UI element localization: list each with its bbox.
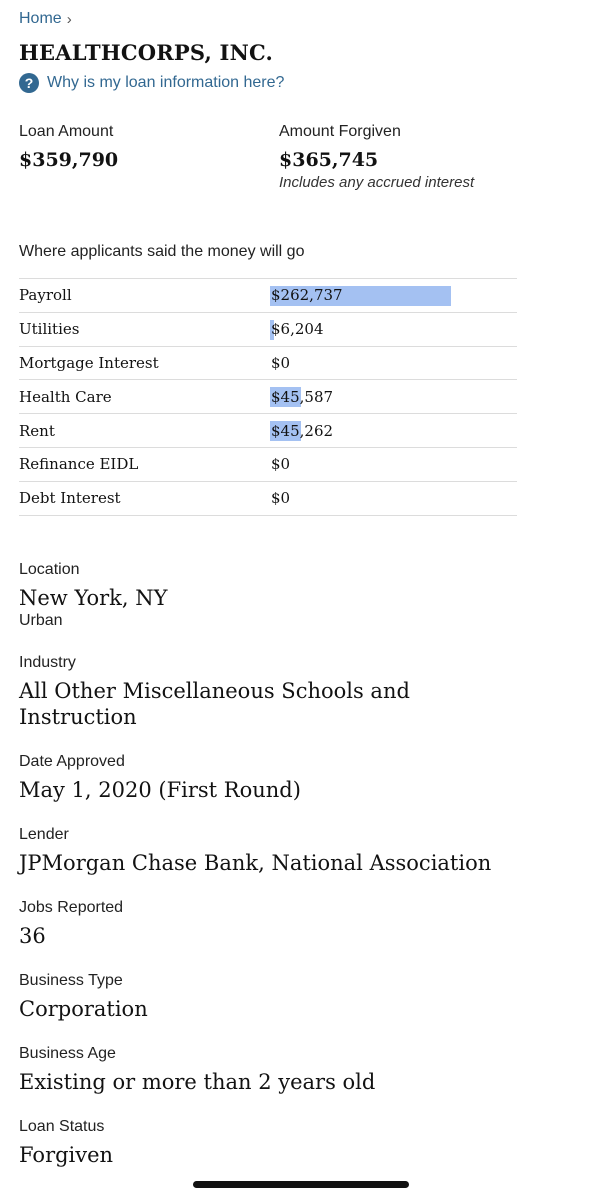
why-info-link[interactable] bbox=[19, 73, 284, 93]
allocation-row bbox=[19, 482, 517, 516]
page-title: HEALTHCORPS, INC. bbox=[19, 40, 274, 65]
allocation-row-label: Debt Interest bbox=[19, 489, 121, 508]
jobs-value: 36 bbox=[19, 924, 46, 948]
allocation-value-cell bbox=[270, 313, 517, 346]
lender-section bbox=[19, 825, 579, 876]
loan-amount-label: Loan Amount bbox=[19, 123, 114, 140]
date-approved-section bbox=[19, 752, 579, 803]
amount-forgiven-value: $365,745 bbox=[279, 149, 379, 171]
home-indicator[interactable] bbox=[193, 1181, 409, 1188]
breadcrumb bbox=[19, 10, 72, 28]
allocation-row-value: $0 bbox=[271, 455, 291, 474]
allocation-row-label: Rent bbox=[19, 421, 55, 440]
industry-section bbox=[19, 653, 579, 730]
allocation-row bbox=[19, 414, 517, 448]
allocation-value-cell bbox=[270, 347, 517, 380]
allocation-row-value: $0 bbox=[271, 489, 291, 508]
allocation-value-cell bbox=[270, 380, 517, 413]
allocation-value-cell bbox=[270, 448, 517, 481]
allocation-row-value: $45,262 bbox=[271, 421, 334, 440]
allocation-row bbox=[19, 448, 517, 482]
allocation-row-value: $262,737 bbox=[271, 286, 343, 305]
allocation-heading: Where applicants said the money will go bbox=[19, 243, 305, 260]
allocation-value-cell bbox=[270, 279, 517, 312]
allocation-row-label: Payroll bbox=[19, 286, 72, 305]
amount-forgiven-note: Includes any accrued interest bbox=[279, 174, 475, 191]
allocation-row bbox=[19, 347, 517, 381]
lender-value: JPMorgan Chase Bank, National Association bbox=[19, 851, 492, 875]
business-age-value: Existing or more than 2 years old bbox=[19, 1070, 376, 1094]
industry-value: All Other Miscellaneous Schools and Instruction bbox=[19, 679, 410, 729]
allocation-row bbox=[19, 279, 517, 313]
location-section bbox=[19, 560, 579, 631]
loan-status-section bbox=[19, 1117, 579, 1168]
date-approved-value: May 1, 2020 (First Round) bbox=[19, 778, 301, 802]
lender-label: Lender bbox=[19, 826, 69, 843]
allocation-row-value: $0 bbox=[271, 353, 291, 372]
jobs-label: Jobs Reported bbox=[19, 899, 124, 916]
question-icon: ? bbox=[19, 73, 39, 93]
jobs-section bbox=[19, 898, 579, 949]
allocation-row-value: $6,204 bbox=[271, 320, 324, 339]
allocation-row-label: Utilities bbox=[19, 320, 80, 339]
loan-status-value: Forgiven bbox=[19, 1143, 114, 1167]
allocation-value-cell bbox=[270, 482, 517, 515]
allocation-table bbox=[19, 278, 517, 516]
chevron-right-icon: › bbox=[66, 10, 72, 28]
business-age-label: Business Age bbox=[19, 1045, 116, 1062]
allocation-row bbox=[19, 380, 517, 414]
allocation-row-label: Refinance EIDL bbox=[19, 455, 139, 474]
allocation-row-label: Mortgage Interest bbox=[19, 353, 159, 372]
allocation-row-label: Health Care bbox=[19, 387, 112, 406]
industry-label: Industry bbox=[19, 654, 76, 671]
business-type-section bbox=[19, 971, 579, 1022]
location-value: New York, NY bbox=[19, 586, 168, 610]
loan-status-label: Loan Status bbox=[19, 1118, 105, 1135]
business-age-section bbox=[19, 1044, 579, 1095]
allocation-row bbox=[19, 313, 517, 347]
breadcrumb-home-link[interactable]: Home bbox=[19, 10, 62, 27]
allocation-value-cell bbox=[270, 414, 517, 447]
loan-amount-value: $359,790 bbox=[19, 149, 119, 171]
date-approved-label: Date Approved bbox=[19, 753, 125, 770]
business-type-value: Corporation bbox=[19, 997, 148, 1021]
location-type: Urban bbox=[19, 612, 63, 629]
business-type-label: Business Type bbox=[19, 972, 123, 989]
location-label: Location bbox=[19, 561, 80, 578]
why-info-link-text[interactable]: Why is my loan information here? bbox=[47, 74, 285, 91]
allocation-row-value: $45,587 bbox=[271, 387, 334, 406]
amount-forgiven-label: Amount Forgiven bbox=[279, 123, 401, 140]
